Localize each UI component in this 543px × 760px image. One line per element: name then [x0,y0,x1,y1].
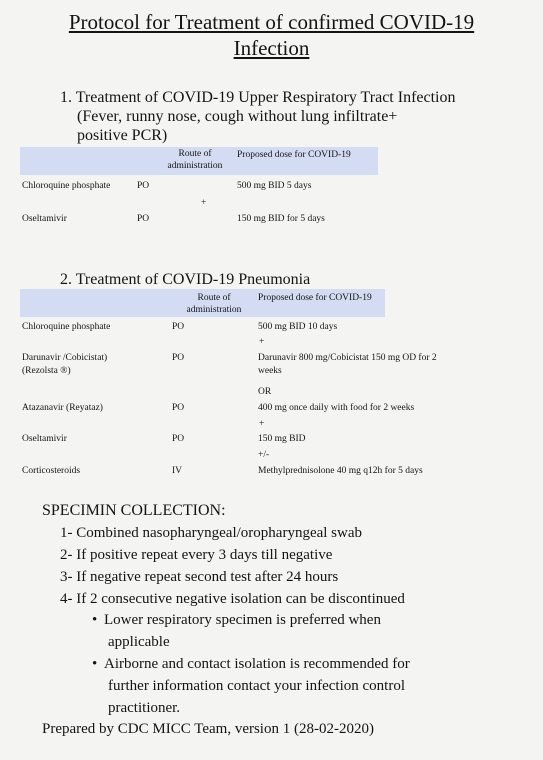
table2-row-dose: Methylprednisolone 40 mg q12h for 5 days [258,466,423,476]
table2-row-drug: Atazanavir (Reyataz) [22,403,103,413]
table1-joiner: + [201,198,207,208]
table1-row-drug: Oseltamivir [22,214,67,224]
table2-row-dose: 500 mg BID 10 days [258,322,338,332]
table1-row-dose: 150 mg BID for 5 days [237,214,325,224]
table2-row-connector: +/- [258,450,270,460]
specimen-bullet-2-line3: practitioner. [108,700,181,716]
document-title: Protocol for Treatment of confirmed COVID-19 [68,10,475,34]
table1-row-drug: Chloroquine phosphate [22,181,111,191]
section2-heading: 2. Treatment of COVID-19 Pneumonia [60,271,311,288]
specimen-item: 3- If negative repeat second test after 24 hours [60,569,339,585]
table2-header-route-line2: administration [186,305,242,315]
specimen-heading: SPECIMIN COLLECTION: [42,502,226,519]
specimen-item: 1- Combined nasopharyngeal/oropharyngeal swab [60,525,362,541]
table2-row-route: PO [172,322,185,332]
specimen-bullet-2-line2: further information contact your infection control [108,678,405,694]
table2-row-connector: + [259,337,265,347]
table1-header-route-line2: administration [167,161,223,171]
table2-row-connector: + [259,419,265,429]
table2-row-drug: Oseltamivir [22,434,67,444]
table2-row-route: PO [172,353,185,363]
table1-header-dose: Proposed dose for COVID-19 [237,150,351,160]
table2-row-drug-line2: (Rezolsta ®) [22,366,71,376]
table1-row-dose: 500 mg BID 5 days [237,181,312,191]
specimen-bullet-1-line2: applicable [108,634,170,650]
table2-row-dose: 400 mg once daily with food for 2 weeks [258,403,415,413]
specimen-bullet-1: Lower respiratory specimen is preferred when [104,612,381,628]
specimen-item: 2- If positive repeat every 3 days till negative [60,547,333,563]
table2-row-drug: Corticosteroids [22,466,81,476]
table2-row-route: PO [172,403,185,413]
document-title-line2: Infection [233,36,310,60]
table1-header-route: Route of [178,149,212,159]
specimen-item: 4- If 2 consecutive negative isolation can be discontinued [60,591,405,607]
table2-row-dose-line2: weeks [258,366,282,376]
table2-row-drug: Darunavir /Cobicistat) [22,353,108,363]
table2-header-route: Route of [197,293,231,303]
table1-row-route: PO [137,214,150,224]
bullet-icon: • [92,656,98,672]
footer-credit: Prepared by CDC MICC Team, version 1 (28-02-2020) [42,721,374,737]
specimen-bullet-2: Airborne and contact isolation is recommended for [104,656,410,672]
section1-heading: 1. Treatment of COVID-19 Upper Respiratory Tract Infection [60,89,456,106]
section1-heading-line3: positive PCR) [77,127,168,144]
bullet-icon: • [92,612,98,628]
table2-row-dose: Darunavir 800 mg/Cobicistat 150 mg OD for 2 [258,353,437,363]
table2-row-connector: OR [258,387,272,397]
table2-row-route: IV [172,466,183,476]
section1-heading-line2: (Fever, runny nose, cough without lung infiltrate+ [77,108,398,125]
table2-header-dose: Proposed dose for COVID-19 [258,293,372,303]
table2-row-route: PO [172,434,185,444]
table2-row-drug: Chloroquine phosphate [22,322,111,332]
table1-row-route: PO [137,181,150,191]
table2-row-dose: 150 mg BID [258,434,306,444]
